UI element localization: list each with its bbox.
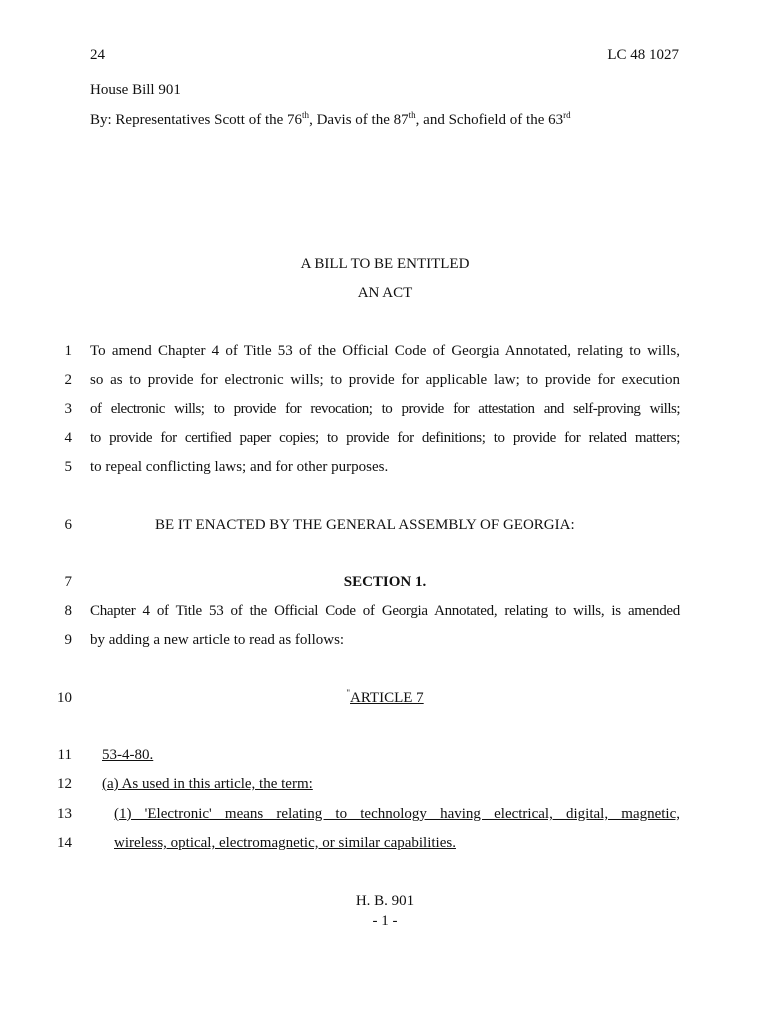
code-section-number: 53-4-80. xyxy=(102,747,154,763)
line-text: wireless, optical, electromagnetic, or similar capabilities. xyxy=(114,835,456,851)
line-text: (a) As used in this article, the term: xyxy=(102,776,313,792)
line-number: 6 xyxy=(64,517,72,533)
line-number: 5 xyxy=(64,459,72,475)
line-text: Chapter 4 of Title 53 of the Official Code of Georgia Annotated, relating to wills, is amended xyxy=(90,603,680,619)
line-text: of electronic wills; to provide for revocation; to provide for attestation and self-proving wills; xyxy=(90,401,680,417)
line-number: 7 xyxy=(64,574,72,590)
line-text: so as to provide for electronic wills; to provide for applicable law; to provide for execution xyxy=(90,372,680,388)
open-quote: " xyxy=(346,688,350,698)
article-title: ARTICLE 7 xyxy=(350,690,424,706)
line-number: 13 xyxy=(57,806,72,822)
line-number: 12 xyxy=(57,776,72,792)
header-page-label: 24 xyxy=(90,47,105,63)
bill-title-line1: A BILL TO BE ENTITLED xyxy=(300,256,470,272)
line-number: 4 xyxy=(64,430,72,446)
line-number: 3 xyxy=(64,401,72,417)
line-number: 10 xyxy=(57,690,72,706)
header-doc-code: LC 48 1027 xyxy=(607,47,679,63)
enacting-clause: BE IT ENACTED BY THE GENERAL ASSEMBLY OF GEORGIA: xyxy=(155,517,575,533)
line-text: to provide for certified paper copies; to provide for definitions; to provide for related matters; xyxy=(90,430,680,446)
article-heading xyxy=(90,690,680,707)
line-number: 9 xyxy=(64,632,72,648)
section-heading: SECTION 1. xyxy=(343,574,427,590)
bill-number: House Bill 901 xyxy=(90,82,181,98)
bill-sponsors: By: Representatives Scott of the 76th, Davis of the 87th, and Schofield of the 63rd xyxy=(90,110,571,128)
line-text: by adding a new article to read as follows: xyxy=(90,632,345,648)
line-number: 14 xyxy=(57,835,72,851)
line-text: (1) 'Electronic' means relating to technology having electrical, digital, magnetic, xyxy=(114,806,680,822)
bill-title-line2: AN ACT xyxy=(357,285,413,301)
line-number: 1 xyxy=(64,343,72,359)
footer-page-number: - 1 - xyxy=(372,913,398,929)
line-text: To amend Chapter 4 of Title 53 of the Official Code of Georgia Annotated, relating to wills, xyxy=(90,343,680,359)
footer-bill-ref: H. B. 901 xyxy=(355,893,415,909)
line-number: 2 xyxy=(64,372,72,388)
line-number: 8 xyxy=(64,603,72,619)
line-number: 11 xyxy=(57,747,72,763)
line-text: to repeal conflicting laws; and for other purposes. xyxy=(90,459,389,475)
